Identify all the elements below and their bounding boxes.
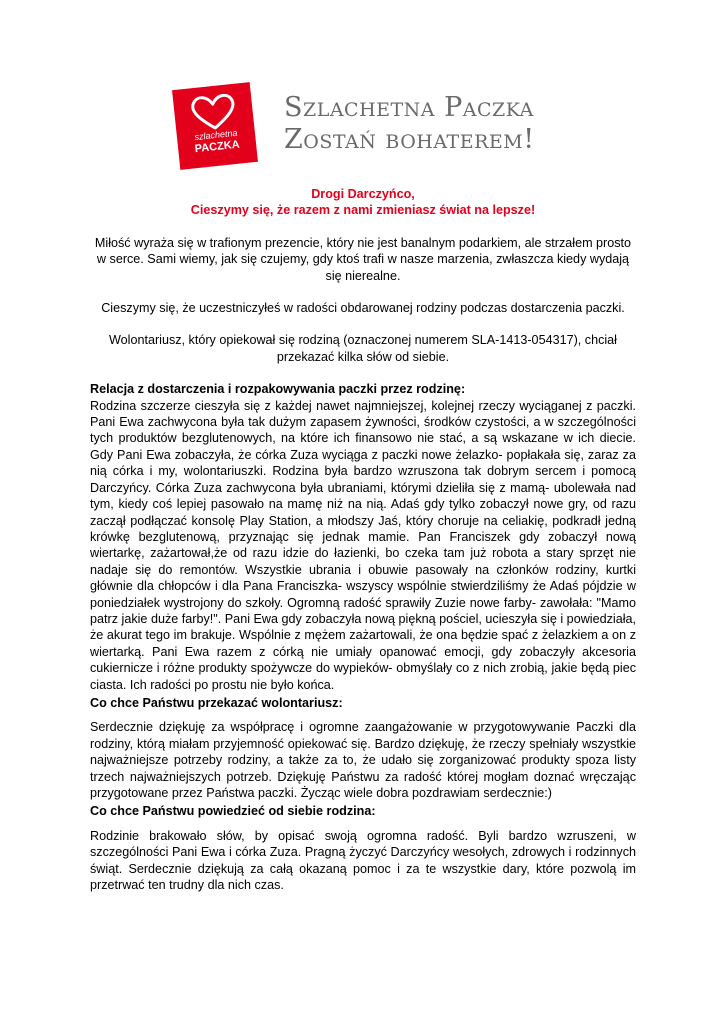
intro-paragraph-2: Cieszymy się, że uczestniczyłeś w radości obdarowanej rodziny podczas dostarczenia paczki. [101, 301, 625, 316]
brand-name: Szlachetna Paczka [284, 92, 534, 123]
section-body-volunteer: Serdecznie dziękuję za współpracę i ogromne zaangażowanie w przygotowywanie Paczki dla rodziny, którą miałam przyjemność opiekować się. Bardzo dziękuję, że rzeczy spełniały wszystkie najważniejsze potrzeby rodziny, a także za to, że udało się zorganizować produkty spoza listy trzech najważniejszych potrzeb. Dziękuję Państwu za radość której mogłam doznać wręczając przygotowane przez Państwa paczki. Życząc wiele dobra pozdrawiam serdecznie:) [90, 720, 636, 800]
section-body-delivery: Rodzina szczerze cieszyła się z każdej nawet najmniejszej, kolejnej rzeczy wyciąganej z paczki. Pani Ewa zachwycona była tak dużym zapasem żywności, środków czystości, a w szczególności tych produktów bezglutenowych, na które ich finansowo nie stać, a są wskazane w ich diecie. Gdy Pani Ewa zobaczyła, że córka Zuza wyciąga z paczki nowe żelazko- popłakała się, zaraz za nią córka i my, wolontariuszki. Rodzina była bardzo wzruszona tak dobrym sercem i pomocą Darczyńcy. Córka Zuza zachwycona była ubraniami, którymi dzieliła się z mamą- ubolewała nad tym, kiedy coś lepiej pasowało na mamę niż na nią. Adaś gdy tylko zobaczył nowe gry, od razu zaczął podłączać konsolę Play Station, a młodszy Jaś, który choruje na celiakię, podkradł jedną krówkę bezglutenową, przyznając się jednak mamie. Pan Franciszek gdy zobaczył nową wiertarkę, zażartował,że od razu idzie do łazienki, bo czeka tam już robota a stary sprzęt nie nadaje się do remontów. Wszystkie ubrania i obuwie pasowały na członków rodziny, kurtki głównie dla chłopców i dla Pana Franciszka- wszyscy wspólnie stwierdziliśmy że Adaś pójdzie w poniedziałek wystrojony do szkoły. Ogromną radość sprawiły Zuzie nowe farby- zawołała: "Mamo patrz jakie duże farby!". Pani Ewa gdy zobaczyła nową piękną pościel, ucieszyła się i powiedziała, że akurat tego im brakuje. Wspólnie z mężem zażartowali, że ona będzie spać z żelazkiem a on z wiertarką. Pani Ewa razem z córką nie umiały opanować emocji, gdy zobaczyły akcesoria cukiernicze i różne produkty spożywcze do wypieków- obmyślały co z nich zrobią, jakie będą piec ciasta. Ich radości po prostu nie było końca. [90, 398, 636, 692]
szlachetna-paczka-logo [172, 82, 258, 170]
letter-body [90, 186, 636, 893]
brand-slogan: Zostań bohaterem! [284, 124, 535, 155]
greeting-line-2: Cieszymy się, że razem z nami zmieniasz świat na lepsze! [190, 203, 536, 218]
logo-text-szlachetna: szlachetna [194, 127, 238, 143]
letter-header [176, 86, 576, 170]
section-heading-delivery: Relacja z dostarczenia i rozpakowywania paczki przez rodzinę: [90, 382, 466, 397]
logo-text-paczka: PACZKA [194, 138, 241, 156]
section-heading-volunteer: Co chce Państwu przekazać wolontariusz: [90, 695, 343, 710]
section-body-family: Rodzinie brakowało słów, by opisać swoją ogromna radość. Byli bardzo wzruszeni, w szczególności Pani Ewa i córka Zuza. Pragną życzyć Darczyńcy wesołych, zdrowych i rodzinnych świąt. Serdecznie dziękują za całą okazaną pomoc i za te wszystkie dary, które pozwolą im przetrwać ten trudny dla nich czas. [90, 828, 636, 893]
intro-paragraph-3: Wolontariusz, który opiekował się rodziną (oznaczonej numerem SLA-1413-054317), chciał przekazać kilka słów od siebie. [109, 333, 617, 364]
greeting-line-1: Drogi Darczyńco, [311, 187, 415, 201]
section-heading-family: Co chce Państwu powiedzieć od siebie rodzina: [90, 804, 376, 819]
intro-paragraph-1: Miłość wyraża się w trafionym prezencie, który nie jest banalnym podarkiem, ale strzałem prosto w serce. Sami wiemy, jak się czujemy, gdy ktoś trafi w nasze marzenia, zwłaszcza kiedy wydają się nierealne. [94, 235, 632, 283]
